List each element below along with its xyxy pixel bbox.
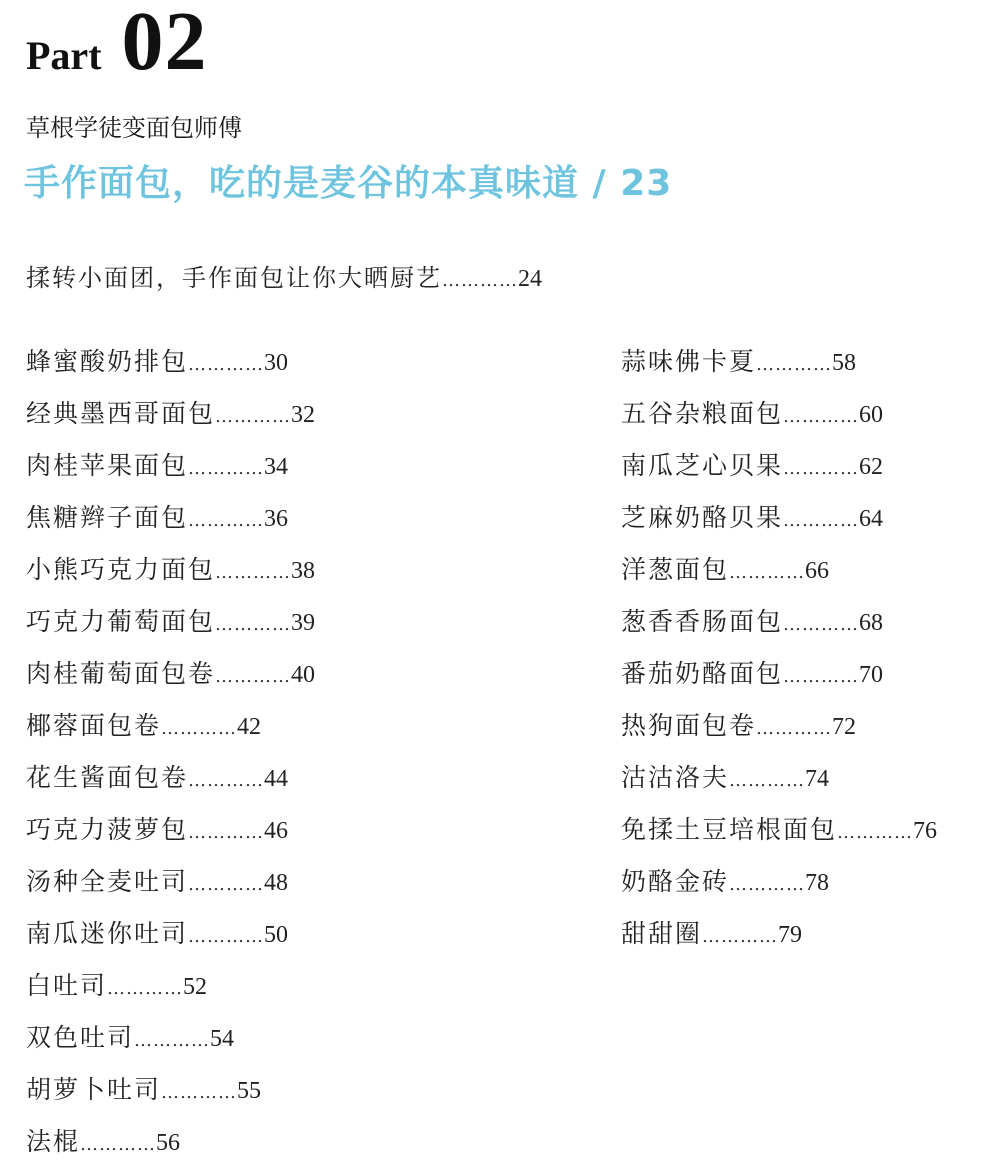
part-label: Part xyxy=(26,33,102,78)
toc-entry[interactable] xyxy=(621,447,937,499)
leader-dots: ………… xyxy=(783,458,860,479)
toc-left-column xyxy=(26,343,315,1175)
leader-dots: ………… xyxy=(442,270,518,291)
section-title: 手作面包，吃的是麦谷的本真味道 / 23 xyxy=(24,163,673,204)
leader-dots: ………… xyxy=(215,562,292,583)
toc-entry-title: 肉桂葡萄面包卷 xyxy=(26,659,216,688)
toc-entry-page: 74 xyxy=(805,766,830,792)
toc-entry[interactable] xyxy=(621,603,937,655)
toc-entry-page: 54 xyxy=(210,1026,235,1052)
toc-entry-title: 洋葱面包 xyxy=(621,555,730,584)
leader-dots: ………… xyxy=(729,562,806,583)
leader-dots: ………… xyxy=(107,978,184,999)
toc-right-column xyxy=(621,343,937,967)
toc-entry-page: 62 xyxy=(859,454,884,480)
toc-entry[interactable] xyxy=(621,395,937,447)
intro-entry[interactable] xyxy=(26,260,542,299)
toc-entry[interactable] xyxy=(26,759,315,811)
leader-dots: ………… xyxy=(188,770,265,791)
leader-dots: ………… xyxy=(215,614,292,635)
leader-dots: ………… xyxy=(188,822,265,843)
toc-entry-title: 芝麻奶酪贝果 xyxy=(621,503,784,532)
toc-entry-title: 法棍 xyxy=(26,1127,81,1156)
toc-entry[interactable] xyxy=(26,1019,315,1071)
toc-entry-title: 蒜味佛卡夏 xyxy=(621,347,757,376)
toc-entry-page: 70 xyxy=(859,662,884,688)
toc-entry-title: 沽沽洛夫 xyxy=(621,763,730,792)
leader-dots: ………… xyxy=(134,1030,211,1051)
part-number: 02 xyxy=(121,0,208,88)
toc-entry-page: 64 xyxy=(859,506,884,532)
toc-entry[interactable] xyxy=(621,499,937,551)
toc-entry-title: 葱香香肠面包 xyxy=(621,607,784,636)
toc-entry-page: 46 xyxy=(264,818,289,844)
toc-entry-page: 76 xyxy=(913,818,938,844)
toc-entry[interactable] xyxy=(621,863,937,915)
toc-entry[interactable] xyxy=(621,655,937,707)
leader-dots: ………… xyxy=(215,666,292,687)
toc-entry[interactable] xyxy=(621,343,937,395)
toc-entry-page: 55 xyxy=(237,1078,262,1104)
toc-entry[interactable] xyxy=(621,915,937,967)
toc-entry-page: 39 xyxy=(291,610,316,636)
toc-entry[interactable] xyxy=(26,1071,315,1123)
leader-dots: ………… xyxy=(188,510,265,531)
toc-entry-title: 双色吐司 xyxy=(26,1023,135,1052)
toc-entry-title: 小熊巧克力面包 xyxy=(26,555,216,584)
toc-entry[interactable] xyxy=(621,551,937,603)
leader-dots: ………… xyxy=(702,926,779,947)
toc-entry-title: 白吐司 xyxy=(26,971,108,1000)
toc-entry-page: 34 xyxy=(264,454,289,480)
toc-entry-title: 经典墨西哥面包 xyxy=(26,399,216,428)
leader-dots: ………… xyxy=(756,354,833,375)
toc-entry[interactable] xyxy=(26,603,315,655)
toc-entry-title: 花生酱面包卷 xyxy=(26,763,189,792)
leader-dots: ………… xyxy=(783,666,860,687)
toc-entry[interactable] xyxy=(621,707,937,759)
toc-entry-page: 68 xyxy=(859,610,884,636)
toc-entry-title: 胡萝卜吐司 xyxy=(26,1075,162,1104)
leader-dots: ………… xyxy=(161,718,238,739)
toc-entry-title: 免揉土豆培根面包 xyxy=(621,815,838,844)
toc-entry-page: 60 xyxy=(859,402,884,428)
toc-entry-page: 72 xyxy=(832,714,857,740)
leader-dots: ………… xyxy=(188,354,265,375)
toc-entry-page: 78 xyxy=(805,870,830,896)
leader-dots: ………… xyxy=(215,406,292,427)
toc-entry-title: 焦糖辫子面包 xyxy=(26,503,189,532)
toc-entry-page: 66 xyxy=(805,558,830,584)
toc-entry-page: 56 xyxy=(156,1130,181,1156)
leader-dots: ………… xyxy=(783,510,860,531)
toc-entry[interactable] xyxy=(26,343,315,395)
toc-entry-page: 30 xyxy=(264,350,289,376)
leader-dots: ………… xyxy=(188,926,265,947)
toc-entry-title: 五谷杂粮面包 xyxy=(621,399,784,428)
toc-entry-title: 巧克力菠萝包 xyxy=(26,815,189,844)
toc-entry-title: 南瓜迷你吐司 xyxy=(26,919,189,948)
leader-dots: ………… xyxy=(837,822,914,843)
toc-entry-title: 奶酪金砖 xyxy=(621,867,730,896)
toc-entry[interactable] xyxy=(26,915,315,967)
toc-entry[interactable] xyxy=(26,863,315,915)
toc-entry[interactable] xyxy=(26,655,315,707)
toc-entry[interactable] xyxy=(26,811,315,863)
part-subtitle: 草根学徒变面包师傅 xyxy=(26,114,242,142)
leader-dots: ………… xyxy=(188,458,265,479)
toc-entry-title: 汤种全麦吐司 xyxy=(26,867,189,896)
toc-entry-page: 52 xyxy=(183,974,208,1000)
toc-entry-title: 甜甜圈 xyxy=(621,919,703,948)
toc-entry-title: 巧克力葡萄面包 xyxy=(26,607,216,636)
toc-entry[interactable] xyxy=(621,811,937,863)
leader-dots: ………… xyxy=(756,718,833,739)
leader-dots: ………… xyxy=(161,1082,238,1103)
toc-entry-page: 48 xyxy=(264,870,289,896)
leader-dots: ………… xyxy=(80,1134,157,1155)
intro-entry-page: 24 xyxy=(518,266,542,292)
toc-entry[interactable] xyxy=(621,759,937,811)
toc-entry-page: 50 xyxy=(264,922,289,948)
toc-entry-page: 42 xyxy=(237,714,262,740)
toc-entry-page: 32 xyxy=(291,402,316,428)
toc-entry[interactable] xyxy=(26,1123,315,1175)
leader-dots: ………… xyxy=(783,614,860,635)
toc-entry-page: 36 xyxy=(264,506,289,532)
toc-entry[interactable] xyxy=(26,395,315,447)
part-header xyxy=(26,2,208,92)
toc-entry-title: 肉桂苹果面包 xyxy=(26,451,189,480)
toc-entry-title: 蜂蜜酸奶排包 xyxy=(26,347,189,376)
toc-entry-title: 南瓜芝心贝果 xyxy=(621,451,784,480)
toc-entry-page: 79 xyxy=(778,922,803,948)
leader-dots: ………… xyxy=(729,874,806,895)
toc-entry-page: 40 xyxy=(291,662,316,688)
toc-entry[interactable] xyxy=(26,967,315,1019)
toc-entry[interactable] xyxy=(26,499,315,551)
leader-dots: ………… xyxy=(783,406,860,427)
toc-entry[interactable] xyxy=(26,707,315,759)
intro-entry-title: 揉转小面团，手作面包让你大晒厨艺 xyxy=(26,264,442,292)
toc-entry[interactable] xyxy=(26,551,315,603)
toc-entry-title: 番茄奶酪面包 xyxy=(621,659,784,688)
toc-entry-page: 38 xyxy=(291,558,316,584)
toc-entry-title: 热狗面包卷 xyxy=(621,711,757,740)
leader-dots: ………… xyxy=(729,770,806,791)
toc-entry-title: 椰蓉面包卷 xyxy=(26,711,162,740)
toc-entry-page: 58 xyxy=(832,350,857,376)
leader-dots: ………… xyxy=(188,874,265,895)
toc-entry[interactable] xyxy=(26,447,315,499)
toc-entry-page: 44 xyxy=(264,766,289,792)
